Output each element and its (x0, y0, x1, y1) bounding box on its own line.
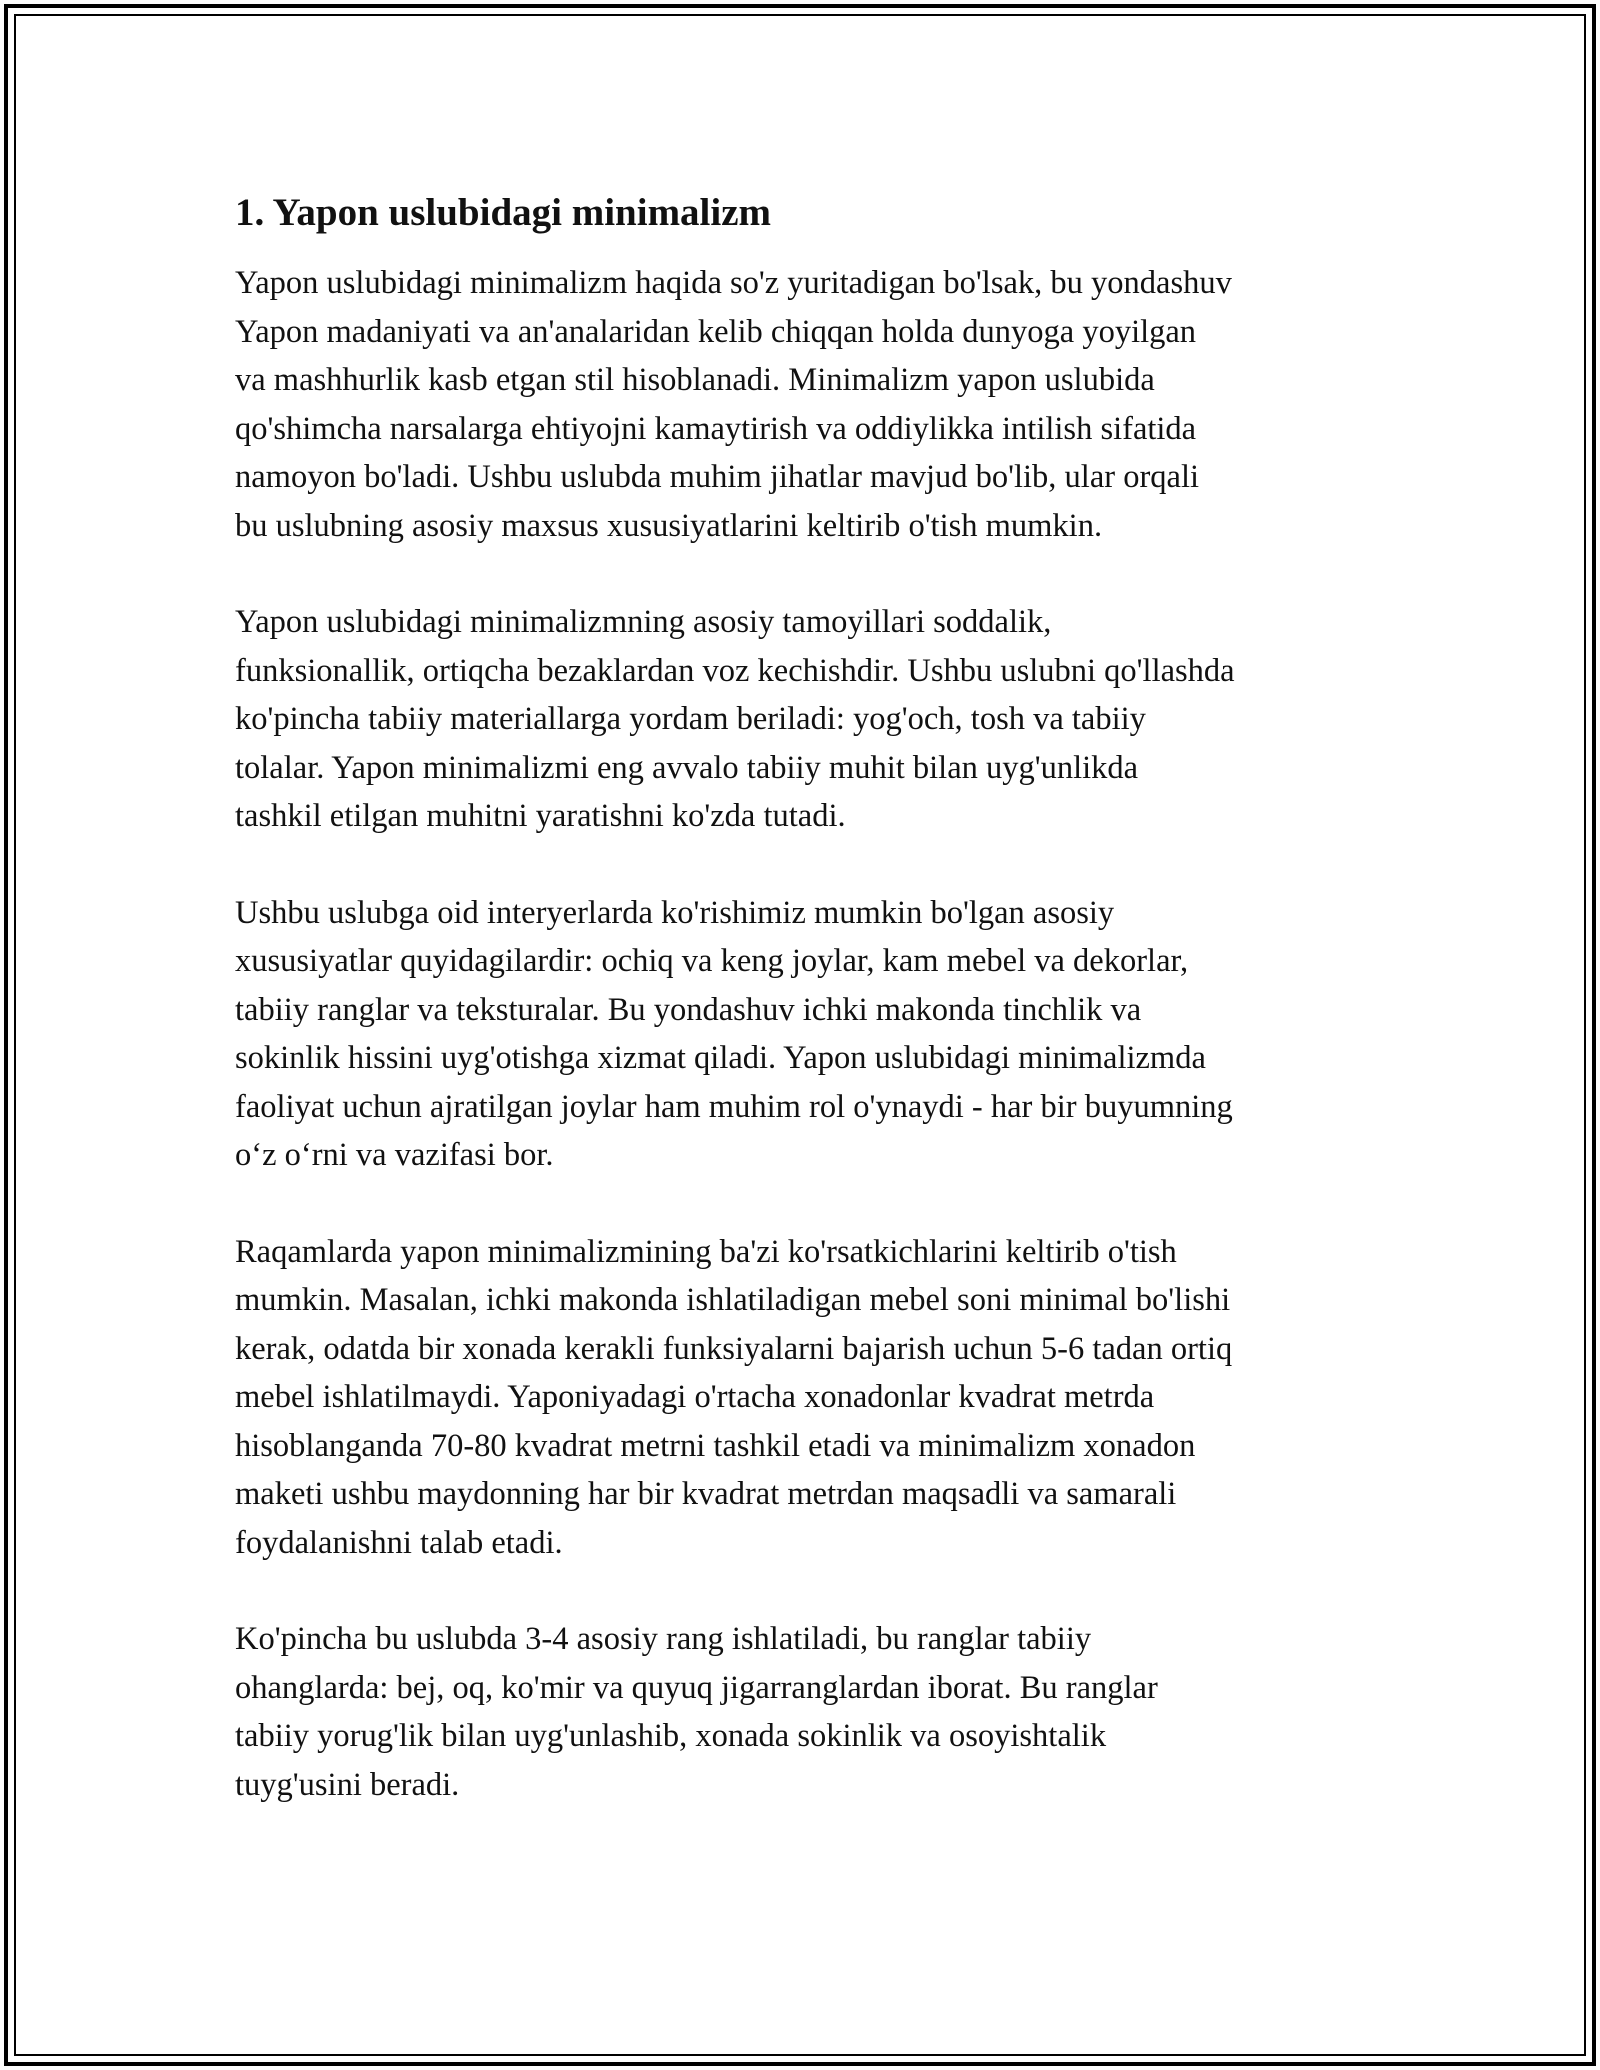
text-line: Ko'pincha bu uslubda 3-4 asosiy rang ishlatiladi, bu ranglar tabiiy (235, 1621, 1092, 1657)
text-line: bu uslubning asosiy maxsus xususiyatlarini keltirib o'tish mumkin. (235, 507, 1103, 544)
text-line: ohanglarda: bej, oq, ko'mir va quyuq jigarranglardan iborat. Bu ranglar (235, 1669, 1158, 1706)
text-line: maketi ushbu maydonning har bir kvadrat metrdan maqsadli va samarali (235, 1476, 1177, 1512)
text-line: mumkin. Masalan, ichki makonda ishlatiladigan mebel soni minimal bo'lishi (235, 1282, 1231, 1318)
paragraph-4 (235, 1228, 1385, 1568)
text-line: Ushbu uslubga oid interyerlarda ko'rishimiz mumkin bo'lgan asosiy (235, 894, 1115, 931)
text-line: Yapon uslubidagi minimalizmning asosiy tamoyillari soddalik, (235, 604, 1052, 640)
text-line: va mashhurlik kasb etgan stil hisoblanadi. Minimalizm yapon uslubida (235, 362, 1155, 398)
text-line: tolalar. Yapon minimalizmi eng avvalo tabiiy muhit bilan uyg'unlikda (235, 749, 1139, 786)
text-line: foydalanishni talab etadi. (235, 1524, 563, 1561)
text-line: hisoblanganda 70-80 kvadrat metrni tashkil etadi va minimalizm xonadon (235, 1427, 1196, 1464)
text-line: kerak, odatda bir xonada kerakli funksiyalarni bajarish uchun 5-6 tadan ortiq (235, 1330, 1233, 1367)
paragraph-2 (235, 598, 1385, 841)
paragraph-5 (235, 1615, 1385, 1809)
text-line: qo'shimcha narsalarga ehtiyojni kamaytirish va oddiylikka intilish sifatida (235, 410, 1197, 447)
text-line: Yapon uslubidagi minimalizm haqida so'z yuritadigan bo'lsak, bu yondashuv (235, 265, 1232, 301)
paragraph-3 (235, 889, 1385, 1180)
text-line: funksionallik, ortiqcha bezaklardan voz kechishdir. Ushbu uslubni qo'llashda (235, 652, 1235, 689)
text-line: namoyon bo'ladi. Ushbu uslubda muhim jihatlar mavjud bo'lib, ular orqali (235, 459, 1200, 495)
text-line: sokinlik hissini uyg'otishga xizmat qiladi. Yapon uslubidagi minimalizmda (235, 1040, 1206, 1076)
text-line: tuyg'usini beradi. (235, 1766, 460, 1803)
text-line: Raqamlarda yapon minimalizmining ba'zi ko'rsatkichlarini keltirib o'tish (235, 1233, 1177, 1270)
paragraph-1 (235, 259, 1385, 550)
text-line: faoliyat uchun ajratilgan joylar ham muhim rol o'ynaydi - har bir buyumning (235, 1088, 1233, 1125)
text-line: tabiiy yorug'lik bilan uyg'unlashib, xonada sokinlik va osoyishtalik (235, 1718, 1107, 1754)
text-line: Yapon madaniyati va an'analaridan kelib chiqqan holda dunyoga yoyilgan (235, 313, 1197, 350)
text-line: mebel ishlatilmaydi. Yaponiyadagi o'rtacha xonadonlar kvadrat metrda (235, 1379, 1155, 1415)
text-line: ko'pincha tabiiy materiallarga yordam beriladi: yog'och, tosh va tabiiy (235, 701, 1146, 737)
text-line: xususiyatlar quyidagilardir: ochiq va keng joylar, kam mebel va dekorlar, (235, 943, 1189, 979)
section-heading: 1. Yapon uslubidagi minimalizm (235, 191, 772, 234)
text-line: tabiiy ranglar va teksturalar. Bu yondashuv ichki makonda tinchlik va (235, 991, 1142, 1028)
document-body (235, 185, 1385, 1857)
text-line: tashkil etilgan muhitni yaratishni ko'zda tutadi. (235, 798, 846, 834)
text-line: o‘z o‘rni va vazifasi bor. (235, 1137, 554, 1173)
